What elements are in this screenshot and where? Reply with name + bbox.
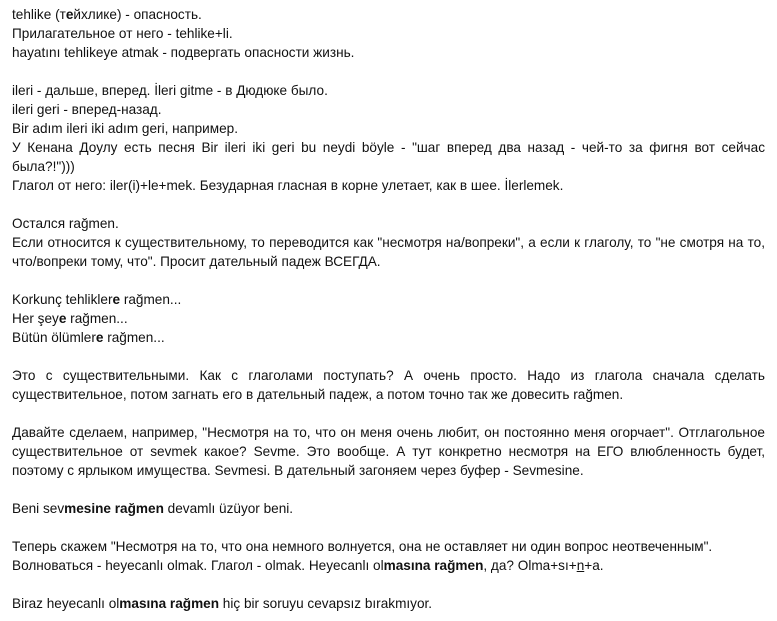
text-line	[12, 119, 765, 138]
text-segment: Если относится к существительному, то переводится как "несмотря на/вопреки", а если к глаголу, то "не смотря на то, что/вопреки тому, что". Просит дательный падеж ВСЕГДА.	[12, 235, 765, 269]
paragraph-biraz	[12, 594, 765, 613]
text-line	[12, 176, 765, 195]
paragraph-beni	[12, 499, 765, 518]
underlined-text: n	[576, 558, 585, 573]
text-line	[12, 100, 765, 119]
text-line	[12, 233, 765, 271]
text-segment: hayatını tehlikeye atmak - подвергать опасности жизнь.	[12, 45, 355, 60]
text-segment: , да? Olma+sı+	[483, 558, 577, 573]
text-segment: Глагол от него: iler(i)+le+mek. Безударная гласная в корне улетает, как в шее. İlerlemek.	[12, 178, 564, 193]
text-segment: devamlı üzüyor beni.	[163, 501, 294, 516]
text-line	[12, 499, 765, 518]
text-segment: Прилагательное от него - tehlike+li.	[12, 26, 233, 41]
bold-text: е	[65, 7, 74, 22]
paragraph-sevmek	[12, 423, 765, 480]
bold-text: e	[95, 330, 104, 345]
bold-text: masına rağmen	[383, 558, 484, 573]
text-line	[12, 309, 765, 328]
text-line	[12, 290, 765, 309]
text-line	[12, 138, 765, 176]
paragraph-ragmen-intro	[12, 214, 765, 271]
text-segment: tehlike (т	[12, 7, 66, 22]
text-segment: Bir adım ileri iki adım geri, например.	[12, 121, 238, 136]
text-line	[12, 423, 765, 480]
paragraph-examples	[12, 290, 765, 347]
text-segment: Остался rağmen.	[12, 216, 119, 231]
text-segment: ileri - дальше, вперед. İleri gitme - в Дюдюке было.	[12, 83, 328, 98]
text-line	[12, 24, 765, 43]
text-segment: rağmen...	[120, 292, 182, 307]
paragraph-verbs	[12, 366, 765, 404]
bold-text: e	[58, 311, 67, 326]
bold-text: e	[112, 292, 121, 307]
text-segment: +a.	[584, 558, 604, 573]
text-line	[12, 43, 765, 62]
text-line	[12, 5, 765, 24]
text-line	[12, 556, 765, 575]
text-line	[12, 366, 765, 404]
text-line	[12, 594, 765, 613]
text-segment: ileri geri - вперед-назад.	[12, 102, 162, 117]
text-segment: Волноваться - heyecanlı olmak. Глагол - olmak. Heyecanlı ol	[12, 558, 384, 573]
text-segment: Her şey	[12, 311, 59, 326]
bold-text: mesine rağmen	[64, 501, 164, 516]
text-line	[12, 81, 765, 100]
text-segment: rağmen...	[103, 330, 165, 345]
text-line	[12, 537, 765, 556]
text-line	[12, 328, 765, 347]
text-line	[12, 214, 765, 233]
bold-text: masına rağmen	[119, 596, 220, 611]
text-segment: Теперь скажем "Несмотря на то, что она немного волнуется, она не оставляет ни один вопрос неотвеченным".	[12, 539, 713, 554]
text-segment: йхлике) - опасность.	[73, 7, 202, 22]
text-segment: Biraz heyecanlı ol	[12, 596, 120, 611]
paragraph-heyecanli	[12, 537, 765, 575]
text-segment: Давайте сделаем, например, "Несмотря на то, что он меня очень любит, он постоянно меня огорчает". Отглагольное существительное от sevmek какое? Sevme. Это вообще. А тут конкретно несмотря на ЕГО влюбленность будет, поэтому с ярлыком имущества. Sevmesi. В дательный загоняем через буфер - Sevmesine.	[12, 425, 765, 478]
text-segment: Это с существительными. Как с глаголами поступать? А очень просто. Надо из глагола сначала сделать существительное, потом загнать его в дательный падеж, а потом точно так же довесить rağmen.	[12, 368, 765, 402]
text-segment: Bütün ölümler	[12, 330, 96, 345]
text-segment: Korkunç tehlikler	[12, 292, 113, 307]
text-segment: hiç bir soruyu cevapsız bırakmıyor.	[219, 596, 433, 611]
paragraph-ileri	[12, 81, 765, 195]
text-segment: Beni sev	[12, 501, 65, 516]
paragraph-tehlike	[12, 5, 765, 62]
text-segment: rağmen...	[66, 311, 128, 326]
text-segment: У Кенана Доулу есть песня Bir ileri iki geri bu neydi böyle - "шаг вперед два назад - чей-то за фигня вот сейчас была?!")))	[12, 140, 765, 174]
